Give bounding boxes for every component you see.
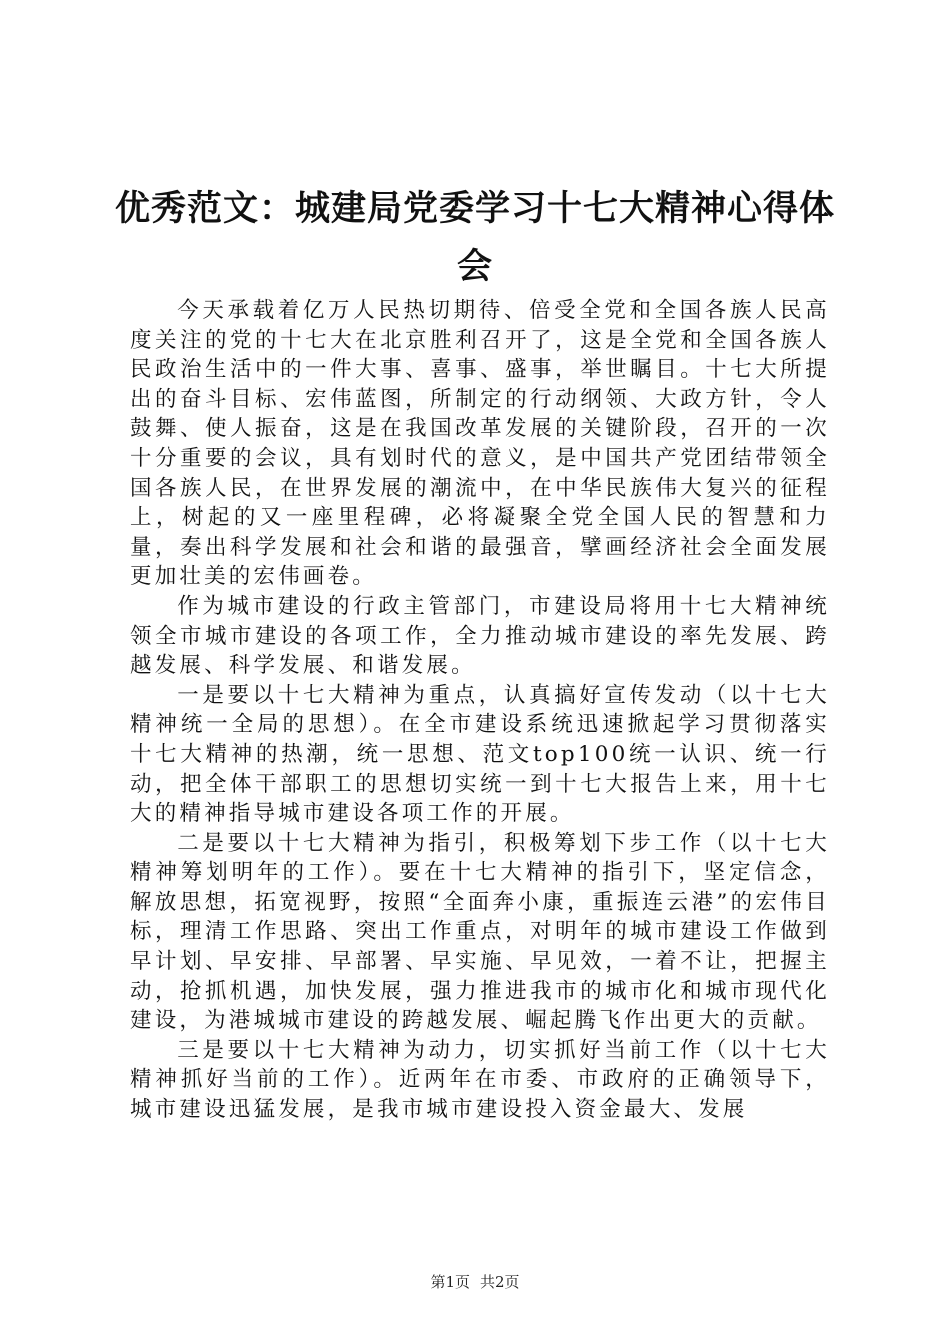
paragraph-4: 二是要以十七大精神为指引，积极筹划下步工作（以十七大精神筹划明年的工作）。要在十七大精神的指引下，坚定信念，解放思想，拓宽视野，按照“全面奔小康，重振连云港”的宏伟目标，理清工作思路、突出工作重点，对明年的城市建设工作做到早计划、早安排、早部署、早实施、早见效，一着不让，把握主动，抢抓机遇，加快发展，强力推进我市的城市化和城市现代化建设，为港城城市建设的跨越发展、崛起腾飞作出更大的贡献。 [130,830,830,1034]
page-number: 第1页 [430,1273,470,1291]
page-total: 共2页 [480,1273,520,1291]
paragraph-3: 一是要以十七大精神为重点，认真搞好宣传发动（以十七大精神统一全局的思想）。在全市建设系统迅速掀起学习贯彻落实十七大精神的热潮，统一思想、范文top100统一认识、统一行动，把全体干部职工的思想切实统一到十七大报告上来，用十七大的精神指导城市建设各项工作的开展。 [130,682,830,827]
page-footer [0,1272,950,1292]
paragraph-5: 三是要以十七大精神为动力，切实抓好当前工作（以十七大精神抓好当前的工作）。近两年在市委、市政府的正确领导下，城市建设迅猛发展，是我市城市建设投入资金最大、发展 [130,1037,830,1123]
document-body [130,296,830,1125]
paragraph-1: 今天承载着亿万人民热切期待、倍受全党和全国各族人民高度关注的党的十七大在北京胜利召开了，这是全党和全国各族人民政治生活中的一件大事、喜事、盛事，举世瞩目。十七大所提出的奋斗目标、宏伟蓝图，所制定的行动纲领、大政方针，令人鼓舞、使人振奋，这是在我国改革发展的关键阶段，召开的一次十分重要的会议，具有划时代的意义，是中国共产党团结带领全国各族人民，在世界发展的潮流中，在中华民族伟大复兴的征程上，树起的又一座里程碑，必将凝聚全党全国人民的智慧和力量，奏出科学发展和社会和谐的最强音，擘画经济社会全面发展更加壮美的宏伟画卷。 [130,298,830,590]
paragraph-2: 作为城市建设的行政主管部门，市建设局将用十七大精神统领全市城市建设的各项工作，全力推动城市建设的率先发展、跨越发展、科学发展、和谐发展。 [130,593,830,679]
document-title: 优秀范文：城建局党委学习十七大精神心得体会 [114,189,835,287]
